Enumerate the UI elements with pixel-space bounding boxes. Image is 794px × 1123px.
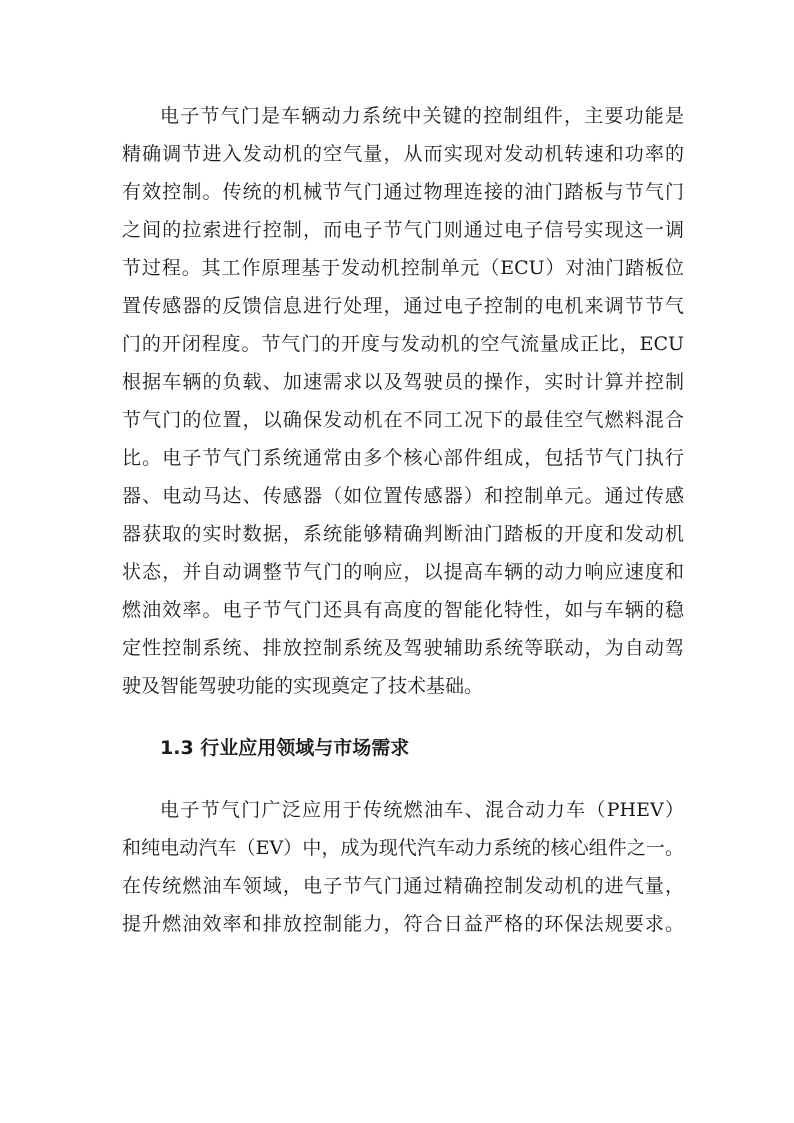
paragraph-line: 提升燃油效率和排放控制能力，符合日益严格的环保法规要求。 <box>122 913 684 935</box>
paragraph-line: 定性控制系统、排放控制系统及驾驶辅助系统等联动，为自动驾 <box>122 637 684 659</box>
paragraph-line: 节过程。其工作原理基于发动机控制单元（ECU）对油门踏板位 <box>122 257 684 279</box>
paragraph-line: 比。电子节气门系统通常由多个核心部件组成，包括节气门执行 <box>122 447 684 469</box>
paragraph-line: 在传统燃油车领域，电子节气门通过精确控制发动机的进气量， <box>122 875 684 897</box>
paragraph-line: 精确调节进入发动机的空气量，从而实现对发动机转速和功率的 <box>122 143 684 165</box>
paragraph-line: 和纯电动汽车（EV）中，成为现代汽车动力系统的核心组件之一。 <box>122 837 684 859</box>
paragraph-line: 电子节气门是车辆动力系统中关键的控制组件，主要功能是 <box>160 105 684 127</box>
section-heading: 1.3 行业应用领域与市场需求 <box>160 737 410 759</box>
paragraph-line: 驶及智能驾驶功能的实现奠定了技术基础。 <box>122 675 484 697</box>
paragraph-line: 根据车辆的负载、加速需求以及驾驶员的操作，实时计算并控制 <box>122 371 684 393</box>
paragraph-line: 节气门的位置，以确保发动机在不同工况下的最佳空气燃料混合 <box>122 409 684 431</box>
paragraph-line: 燃油效率。电子节气门还具有高度的智能化特性，如与车辆的稳 <box>122 599 684 621</box>
paragraph-line: 之间的拉索进行控制，而电子节气门则通过电子信号实现这一调 <box>122 219 684 241</box>
paragraph-line: 状态，并自动调整节气门的响应，以提高车辆的动力响应速度和 <box>122 561 684 583</box>
paragraph-line: 置传感器的反馈信息进行处理，通过电子控制的电机来调节节气 <box>122 295 684 317</box>
paragraph-line: 电子节气门广泛应用于传统燃油车、混合动力车（PHEV） <box>160 799 684 821</box>
paragraph-line: 器、电动马达、传感器（如位置传感器）和控制单元。通过传感 <box>122 485 684 507</box>
paragraph-line: 器获取的实时数据，系统能够精确判断油门踏板的开度和发动机 <box>122 523 684 545</box>
paragraph-line: 有效控制。传统的机械节气门通过物理连接的油门踏板与节气门 <box>122 181 684 203</box>
paragraph-line: 门的开闭程度。节气门的开度与发动机的空气流量成正比，ECU <box>122 333 684 355</box>
